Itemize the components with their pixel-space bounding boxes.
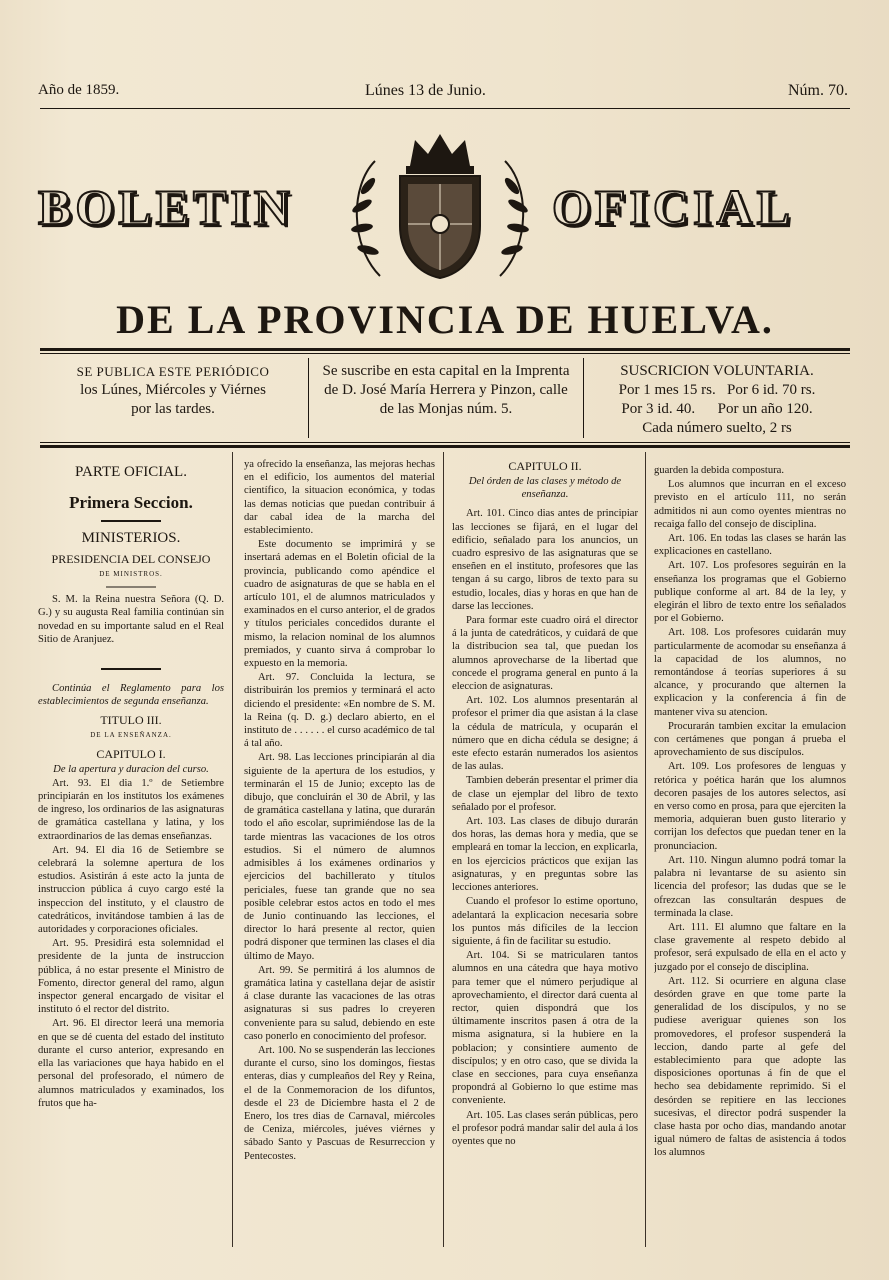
ministros-heading: DE MINISTROS. xyxy=(99,570,163,578)
article-paragraph: Art. 105. Las clases serán públicas, pero el profesor podrá mandar salir del aula á los oyentes que no xyxy=(452,1109,638,1147)
capitulo-1-subtitle: De la apertura y duracion del curso. xyxy=(53,763,209,775)
info-bottom-rule-thin xyxy=(40,442,850,443)
article-paragraph: Art. 104. Si se matricularen tantos alumnos en una cátedra que haya motivo para temer que el número perjudique al aprovechamiento, el director dará cuenta al rector, quien dispondrá que los últimamente inscritos pasen á otra de la misma asignatura, si la hubiere en la poblacion; y consintiere aumento de discípulos; y en otro caso, que se divida la clase en secciones, para cuya enseñanza propondrá al Gobierno lo que estime mas conveniente. xyxy=(452,950,638,1107)
article-paragraph: Art. 102. Los alumnos presentarán al profesor el primer dia que asistan á la clase la cédula de matrícula, y ocuparán el número que en dicha cédula se designe; á este efecto estarán numerados los asientos de las aulas. xyxy=(452,695,638,773)
article-paragraph: Art. 100. No se suspenderán las lecciones durante el curso, sino los domingos, fiestas enteras, dias y cumpleaños del Rey y Reina, el de la Conmemoracion de los difuntos, desde el 23 de Diciembre hasta el 2 de Enero, los tres dias de Carnaval, miércoles de Ceniza, miércoles, juéves viérnes y sábado Santo y Pascuas de Resurreccion y Pentecostes. xyxy=(244,1044,435,1162)
subscription-prices xyxy=(586,362,848,438)
article-paragraph: Art. 96. El director leerá una memoria en que se dé cuenta del estado del instituto durante el curso anterior, expresando en ella las variaciones que haya habido en el personal del profesorado, el número de alumnos matriculados y examinados, los frutos que ha- xyxy=(38,1018,224,1109)
province-title: DE LA PROVINCIA DE HUELVA. xyxy=(116,297,774,342)
info-divider-1 xyxy=(308,358,309,438)
divider-ornament-icon xyxy=(106,584,156,590)
article-paragraph: Art. 97. Concluida la lectura, se distribuirán los premios y terminará el acto diciendo el presidente: «En nombre de S. M. la Reina (q. D. g.) declaro abierto, en el instituto de . . . . . . el curso académico de tal á tal año. xyxy=(244,672,435,750)
info-bottom-rule xyxy=(40,445,850,448)
capitulo-2-subtitle: Del órden de las clases y método de enseñanza. xyxy=(468,476,622,501)
column-1 xyxy=(38,458,224,1248)
capitulo-1-heading: CAPITULO I. xyxy=(96,746,166,761)
section-ornament-icon xyxy=(101,666,161,672)
article-paragraph: Art. 93. El dia 1.º de Setiembre principiarán en los institutos los exámenes de ingreso, los ordinarios de las asignaturas de gramática castellana y latina, y los extraordinarios de las demas enseñanzas. xyxy=(38,777,224,842)
voluntary-subscription-title: SUSCRICION VOLUNTARIA. xyxy=(620,363,814,379)
continua-note: Continúa el Reglamento para los establecimientos de segunda enseñanza. xyxy=(38,683,224,708)
sub-line-3: de las Monjas núm. 5. xyxy=(379,401,513,417)
royal-health-note: S. M. la Reina nuestra Señora (Q. D. G.) y su augusta Real familia continúan sin novedad en su importante salud en el Real Sitio de Aranjuez. xyxy=(38,594,224,645)
pub-line-2: los Lúnes, Miércoles y Viérnes xyxy=(80,382,266,398)
article-paragraph: Art. 108. Los profesores cuidarán muy particularmente de acomodar su enseñanza á la capacidad de los alumnos, no remontándose á teorías superiores á su alcance, y procurando que alternen la explicacion y la conferencia á fin de mantener viva su atencion. xyxy=(654,627,846,718)
article-paragraph: guarden la debida compostura. xyxy=(654,465,785,476)
parte-oficial-heading: PARTE OFICIAL. xyxy=(75,464,187,480)
article-paragraph: Art. 98. Las lecciones principiarán al dia siguiente de la apertura de los estudios, y terminarán el 15 de Junio; excepto las de dibujo, que concluirán el 30 de Abril, y las de gramática castellana y latina, que durarán todo el año escolar, suprimiéndose las de la tarde mientras las vacaciones de los otros estudios. Si el número de alumnos admisibles á los exámenes ordinarios y ejercicios del bachillerato y títulos periciales, fuese tan grande que no sea posible celebrar estos actos en todo el mes de Junio continuando las lecciones, el director lo hará presente al rector, quien podrá disponer que terminen las clases el dia último de Mayo. xyxy=(244,752,435,962)
article-paragraph: Art. 110. Ningun alumno podrá tomar la palabra ni levantarse de su asiento sin licencia del profesor; las dudas que se le ofrezcan las consultarán despues de terminada la clase. xyxy=(654,854,846,919)
article-paragraph: Tambien deberán presentar el primer dia de clase un ejemplar del libro de texto señalado por el profesor. xyxy=(452,775,638,813)
article-paragraph: Art. 99. Se permitirá á los alumnos de gramática latina y castellana dejar de asistir á clase durante las vacaciones de las otras asignaturas si sus padres lo creyeren conveniente para su salud, debiendo en este caso ponerlo en conocimiento del profesor. xyxy=(244,964,435,1042)
article-paragraph: Cuando el profesor lo estime oportuno, adelantará la explicacion necesaria sobre los puntos más difíciles de la leccion siguiente, á fin de facilitar su estudio. xyxy=(452,896,638,947)
ornament-icon xyxy=(101,518,161,524)
date-label: Lúnes 13 de Junio. xyxy=(365,82,486,99)
article-paragraph: Para formar este cuadro oirá el director á la junta de catedráticos, y cuidará de que la distribucion sea tal, que puedan los alumnos aprovecharse de la libertad que concede el programa general en punto á la eleccion de asignaturas. xyxy=(452,615,638,693)
seccion-heading: Primera Seccion. xyxy=(69,493,193,512)
top-rule xyxy=(40,108,850,109)
price-line-2: Por 3 id. 40. Por un año 120. xyxy=(621,401,813,417)
price-line-3: Cada número suelto, 2 rs xyxy=(642,420,792,436)
info-top-rule xyxy=(40,348,850,351)
article-paragraph: Este documento se imprimirá y se insertará ademas en el Boletin oficial de la provincia, publicando como apéndice el cuadro de asignaturas de que se habla en el artículo 101, el de alumnos matriculados y examinados en el curso anterior, el de grados y títulos periciales concedidos durante el mismo, la relacion nominal de los alumnos premiados, y cuanto sirva á comprobar lo expuesto en la memoria. xyxy=(244,539,435,670)
article-paragraph: Art. 109. Los profesores de lenguas y retórica y poética harán que los alumnos decoren pasajes de los autores selectos, así en verso como en prosa, para que ejerciten la memoria, adquieran buen gusto literario y corrijan los defectos que puedan tener en la pronunciacion. xyxy=(654,761,846,852)
column-rule-1 xyxy=(232,452,233,1247)
subscription-place xyxy=(312,362,580,419)
column-4 xyxy=(654,464,846,1254)
info-divider-2 xyxy=(583,358,584,438)
masthead-right: OFICIAL xyxy=(552,179,794,235)
year-label: Año de 1859. xyxy=(38,82,120,98)
coat-of-arms-icon xyxy=(340,126,540,286)
article-paragraph: Los alumnos que incurran en el exceso previsto en el artículo 111, no serán admitidos ni aun como oyentes mientras no recaiga fallo del consejo de disciplina. xyxy=(654,479,846,530)
masthead-left: BOLETIN xyxy=(38,179,294,235)
capitulo-2-heading: CAPITULO II. xyxy=(508,459,582,473)
pub-line-1: SE PUBLICA ESTE PERIÓDICO xyxy=(76,364,270,379)
article-paragraph: Art. 101. Cinco dias antes de principiar las lecciones se fijará, en el lugar del edificio, señalado para los anuncios, un cuadro espresivo de las asignaturas que se enseñen en el instituto, profesores que las tengan á su cargo, libros de texto para su estudio, locales, dias y horas en que han de darse las lecciones. xyxy=(452,508,638,612)
price-line-1: Por 1 mes 15 rs. Por 6 id. 70 rs. xyxy=(618,382,816,398)
sub-line-1: Se suscribe en esta capital en la Imprenta xyxy=(322,363,570,379)
article-paragraph: Art. 112. Si ocurriere en alguna clase desórden grave en que tome parte la generalidad de los discípulos, y no se pudiese averiguar quienes son los promovedores, el profesor suspenderá la leccion, dando parte al gefe del establecimiento para que adopte las disposiciones oportunas á fin de que el hecho sea debidamente reprimido. Si el desórden se repitiere en las lecciones sucesivas, el director podrá suspender la clase hasta por ocho dias, mandando anotar igual número de faltas de asistencia á todos los alumnos xyxy=(654,975,846,1159)
column-2 xyxy=(244,458,435,1248)
ministerios-heading: MINISTERIOS. xyxy=(81,530,181,546)
titulo-heading: TITULO III. xyxy=(100,713,162,728)
presidencia-heading: PRESIDENCIA DEL CONSEJO xyxy=(51,552,211,566)
article-paragraph: Art. 106. En todas las clases se harán las explicaciones en castellano. xyxy=(654,533,846,558)
column-3 xyxy=(452,458,638,1248)
column-rule-3 xyxy=(645,452,646,1247)
info-top-rule-thin xyxy=(40,353,850,354)
publication-info xyxy=(42,362,304,419)
article-paragraph: Art. 107. Los profesores seguirán en la enseñanza los programas que el Gobierno publique conforme al art. 84 de la ley, y elegirán el libro de texto entre los señalados por el Gobierno. xyxy=(654,560,846,625)
pub-line-3: por las tardes. xyxy=(131,401,215,417)
issue-number: Núm. 70. xyxy=(788,82,848,99)
article-paragraph: Art. 94. El dia 16 de Setiembre se celebrará la solemne apertura de los estudios. Asistirán á este acto la junta de instruccion pública á cuyo cargo esté la inspeccion del instituto, y el claustro de catedráticos, invitándose tambien á las de autoridades y corporaciones oficiales. xyxy=(38,844,224,936)
column-rule-2 xyxy=(443,452,444,1247)
ensenanza-heading: DE LA ENSEÑANZA. xyxy=(90,731,172,740)
article-paragraph: Art. 95. Presidirá esta solemnidad el presidente de la junta de instruccion pública, á no estar presente el Ministro de Fomento, director general del ramo, algun inspector general encargado de visitar el instituto ó el rector del distrito. xyxy=(38,938,224,1016)
article-paragraph: Art. 103. Las clases de dibujo durarán dos horas, las demas hora y media, que se empleará en tomar la leccion, en explicarla, en los ejercicios prácticos que exijan las asignaturas, y en preguntas sobre las lecciones anteriores. xyxy=(452,816,638,894)
article-paragraph: Procurarán tambien excitar la emulacion con certámenes que pongan á prueba el aprovechamiento de sus discípulos. xyxy=(654,720,846,759)
article-paragraph: Art. 111. El alumno que faltare en la clase gravemente al respeto debido al profesor, será expulsado de ella en el acto y juzgado por el consejo de disciplina. xyxy=(654,921,846,973)
article-paragraph: ya ofrecido la enseñanza, las mejoras hechas en el edificio, los aumentos del material científico, la situacion económica, y todas las demas noticias que puedan contribuir á dar cabal idea de la marcha del establecimiento. xyxy=(244,459,435,537)
sub-line-2: de D. José María Herrera y Pinzon, calle xyxy=(324,382,568,398)
